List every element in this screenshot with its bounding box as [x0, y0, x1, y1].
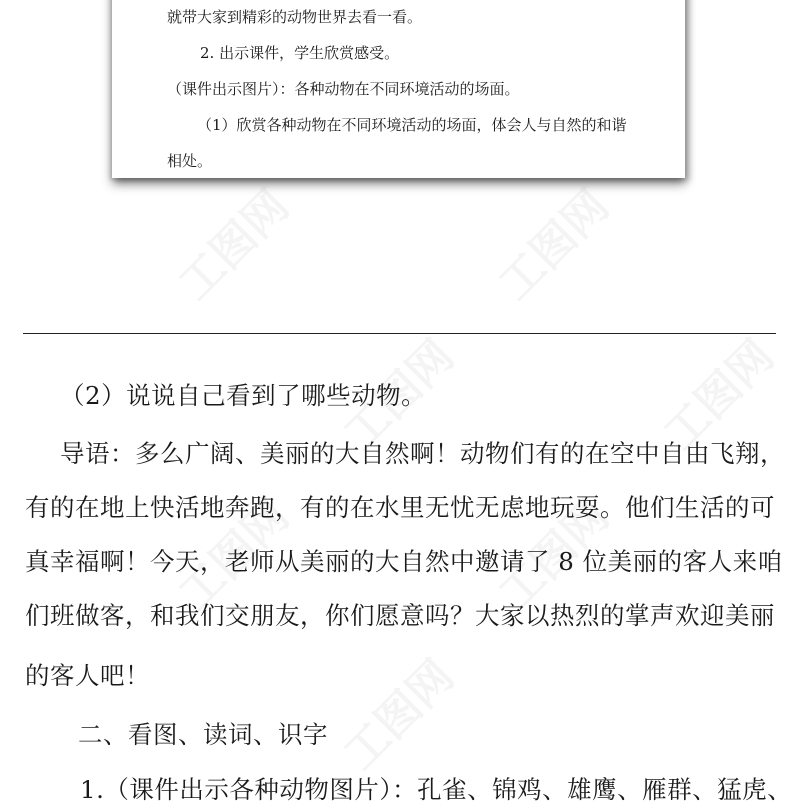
watermark: 工图网 [334, 650, 464, 780]
card-text-line: （课件出示图片）：各种动物在不同环境活动的场面。 [167, 80, 520, 98]
body-text-line: 导语：多么广阔、美丽的大自然啊！动物们有的在空中自由飞翔， [60, 439, 785, 468]
body-text-line: （2）说说自己看到了哪些动物。 [60, 381, 427, 410]
watermark: 工图网 [169, 180, 299, 310]
page-divider [23, 333, 776, 334]
card-text-line: （1）欣赏各种动物在不同环境活动的场面，体会人与自然的和谐 [197, 116, 627, 134]
card-text-line: 相处。 [167, 152, 213, 170]
watermark: 工图网 [489, 180, 619, 310]
section-heading: 二、看图、读词、识字 [78, 720, 328, 749]
body-text-line: 的客人吧！ [25, 661, 150, 690]
watermark: 工图网 [489, 490, 619, 620]
body-text-line: 有的在地上快活地奔跑，有的在水里无忧无虑地玩耍。他们生活的可 [25, 493, 775, 522]
body-text-line: 1.（课件出示各种动物图片）：孔雀、锦鸡、雄鹰、雁群、猛虎、 [80, 775, 793, 804]
body-text-line: 们班做客，和我们交朋友，你们愿意吗？大家以热烈的掌声欢迎美丽 [25, 601, 775, 630]
card-text-line: 2. 出示课件，学生欣赏感受。 [200, 44, 400, 62]
watermark: 工图网 [169, 490, 299, 620]
card-text-line: 就带大家到精彩的动物世界去看一看。 [167, 8, 423, 26]
document-page-card [112, 0, 685, 178]
watermark: 工图网 [654, 330, 784, 460]
body-text-line: 真幸福啊！今天，老师从美丽的大自然中邀请了 8 位美丽的客人来咱 [25, 547, 783, 576]
watermark: 工图网 [334, 330, 464, 460]
